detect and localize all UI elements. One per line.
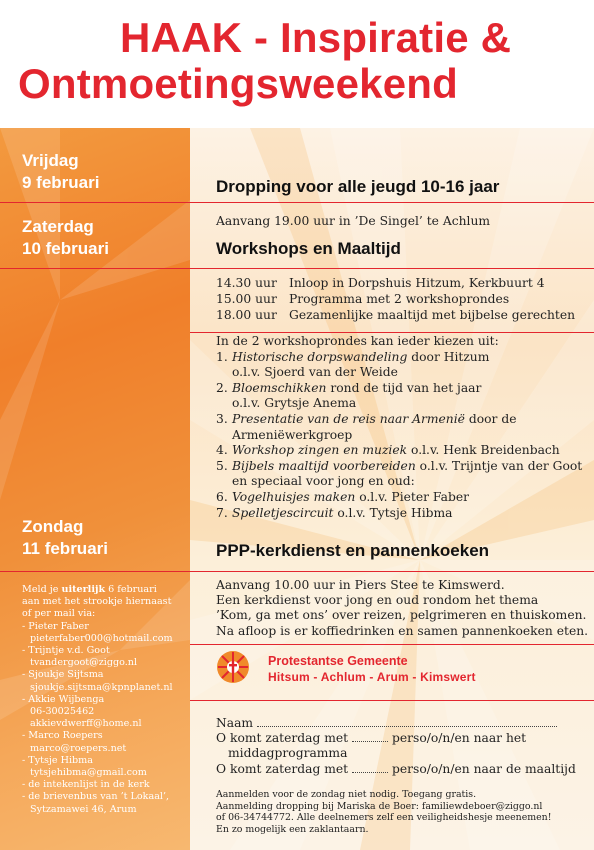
schedule-text: Gezamenlijke maaltijd met bijbelse gerechten <box>289 307 576 322</box>
workshop-detail: o.l.v. Trijntje van der Goot <box>415 458 583 473</box>
fine-line: Aanmelding dropping bij Mariska de Boer: familiewdeboer@ziggo.nl <box>216 800 543 812</box>
schedule <box>216 276 575 323</box>
text: of per mail via: <box>22 608 96 620</box>
divider <box>190 332 594 333</box>
day-name: Zaterdag <box>22 217 94 236</box>
text-bold: uiterlijk <box>61 584 106 595</box>
header <box>0 0 594 128</box>
schedule-text: Inloop in Dorpshuis Hitzum, Kerkbuurt 4 <box>289 276 545 290</box>
item-number: 2. <box>216 380 228 395</box>
day-date: 11 februari <box>22 539 108 558</box>
schedule-time: 14.30 uur <box>216 276 277 290</box>
sunday-heading: PPP-kerkdienst en pannenkoeken <box>216 541 490 560</box>
form-label: O komt zaterdag met <box>216 731 349 746</box>
fine-line: of 06-34744772. Alle deelnemers zelf een veiligheidshesje meenemen! <box>216 812 552 824</box>
item-number: 6. <box>216 489 228 504</box>
workshop-item <box>216 412 582 443</box>
schedule-row <box>216 308 575 324</box>
church-logo-block <box>216 650 516 690</box>
contact-name: - Marco Roepers <box>22 730 103 742</box>
friday-heading: Dropping voor alle jeugd 10-16 jaar <box>216 177 500 196</box>
workshop-detail: door de <box>464 411 517 426</box>
workshop-item <box>216 350 582 381</box>
saturday-heading: Workshops en Maaltijd <box>216 239 401 258</box>
signup-instructions <box>22 584 173 816</box>
text-line: ’Kom, ga met ons’ over reizen, pelgrimeren en thuiskomen. <box>216 608 587 623</box>
text-line: Na afloop is er koffiedrinken en samen pannenkoeken eten. <box>216 623 589 638</box>
schedule-time: 15.00 uur <box>216 291 277 306</box>
workshop-title: Bloemschikken <box>232 380 327 395</box>
fine-line: En zo mogelijk een zaklantaarn. <box>216 823 369 835</box>
divider <box>190 644 594 645</box>
workshop-item <box>216 459 582 490</box>
church-places: Hitsum - Achlum - Arum - Kimswert <box>268 670 476 684</box>
title-line-1: HAAK - Inspiratie & <box>120 14 512 61</box>
workshop-title: Presentatie van de reis naar Armenië <box>232 411 465 426</box>
day-name: Vrijdag <box>22 151 79 170</box>
text: 6 februari <box>105 584 157 595</box>
saturday-intro: Aanvang 19.00 uur in ’De Singel’ te Achlum <box>216 214 491 228</box>
contact-detail: tytsjehibma@gmail.com <box>30 767 147 779</box>
workshop-detail: door Hitzum <box>407 349 490 364</box>
workshop-title: Workshop zingen en muziek <box>232 443 408 458</box>
workshop-item <box>216 443 582 459</box>
divider <box>0 202 594 203</box>
text-line: Een kerkdienst voor jong en oud rondom het thema <box>216 593 539 608</box>
workshop-item <box>216 490 582 506</box>
contact-name: - Pieter Faber <box>22 620 89 632</box>
form-label: perso/o/n/en naar de maaltijd <box>391 761 576 776</box>
workshop-detail: en speciaal voor jong en oud: <box>232 474 415 489</box>
schedule-row <box>216 276 575 292</box>
title-line-2: Ontmoetingsweekend <box>18 60 459 107</box>
item-number: 4. <box>216 443 228 458</box>
contact-detail: pieterfaber000@hotmail.com <box>30 632 173 644</box>
saturday-label <box>22 216 109 260</box>
contact-name: - Tytsje Hibma <box>22 754 93 766</box>
workshop-detail: o.l.v. Sjoerd van der Weide <box>232 365 398 380</box>
form-row-afternoon <box>216 731 576 746</box>
contact-detail: 06-30025462 <box>30 706 95 718</box>
contact-name: - Sjoukje Sijtsma <box>22 669 104 681</box>
church-name: Protestantse Gemeente <box>268 654 408 668</box>
sunday-label <box>22 516 108 560</box>
fine-line: Aanmelden voor de zondag niet nodig. Toegang gratis. <box>216 789 477 800</box>
workshop-detail: o.l.v. Henk Breidenbach <box>407 443 560 458</box>
form-label: O komt zaterdag met <box>216 761 349 776</box>
day-date: 9 februari <box>22 173 100 192</box>
schedule-text: Programma met 2 workshoprondes <box>289 291 510 306</box>
workshop-detail: Armeniëwerkgroep <box>232 427 353 442</box>
name-field[interactable] <box>257 716 557 727</box>
item-number: 3. <box>216 411 228 426</box>
signup-form <box>216 716 576 777</box>
friday-label <box>22 150 99 194</box>
persons-afternoon-field[interactable] <box>352 731 388 742</box>
form-label: perso/o/n/en naar het <box>391 731 527 746</box>
contact-detail: marco@roepers.net <box>30 742 127 754</box>
contact-name: - Trijntje v.d. Goot <box>22 645 110 657</box>
workshop-title: Bijbels maaltijd voorbereiden <box>232 458 416 473</box>
contact-name: - Akkie Wijbenga <box>22 693 105 705</box>
text: Sytzamawei 46, Arum <box>30 803 137 815</box>
text: - de intekenlijst in de kerk <box>22 779 150 791</box>
workshop-intro: In de 2 workshoprondes kan ieder kiezen uit: <box>216 334 499 348</box>
text: - de brievenbus van ’t Lokaal’, <box>22 791 170 803</box>
contact-detail: akkievdwerff@home.nl <box>30 718 142 730</box>
church-logo-icon <box>216 650 250 684</box>
workshop-title: Vogelhuisjes maken <box>232 489 356 504</box>
persons-meal-field[interactable] <box>352 762 388 773</box>
workshop-detail: rond de tijd van het jaar <box>326 380 482 395</box>
day-date: 10 februari <box>22 239 109 258</box>
workshop-detail: o.l.v. Tytsje Hibma <box>333 505 453 520</box>
form-name-row <box>216 716 576 731</box>
item-number: 5. <box>216 458 228 473</box>
workshop-title: Historische dorpswandeling <box>232 349 408 364</box>
form-row-meal <box>216 762 576 777</box>
workshop-detail: o.l.v. Grytsje Anema <box>232 396 357 411</box>
workshop-item <box>216 506 582 522</box>
workshop-title: Spelletjescircuit <box>232 505 334 520</box>
sunday-text <box>216 578 588 639</box>
item-number: 1. <box>216 349 228 364</box>
item-number: 7. <box>216 505 228 520</box>
schedule-time: 18.00 uur <box>216 307 277 322</box>
workshop-list <box>216 334 582 521</box>
divider <box>190 700 594 701</box>
text: aan met het strookje hiernaast <box>22 596 172 608</box>
contact-detail: tvandergoot@ziggo.nl <box>30 657 138 669</box>
text: Meld je <box>22 584 62 595</box>
schedule-row <box>216 292 575 308</box>
name-label: Naam <box>216 716 254 730</box>
text-line: Aanvang 10.00 uur in Piers Stee te Kimswerd. <box>216 578 505 592</box>
workshop-detail: o.l.v. Pieter Faber <box>355 489 469 504</box>
divider <box>0 571 594 572</box>
form-label: middagprogramma <box>228 746 348 761</box>
day-name: Zondag <box>22 517 84 536</box>
workshop-item <box>216 381 582 412</box>
divider <box>0 268 594 269</box>
fine-print <box>216 789 552 835</box>
contact-detail: sjoukje.sijtsma@kpnplanet.nl <box>30 681 173 693</box>
